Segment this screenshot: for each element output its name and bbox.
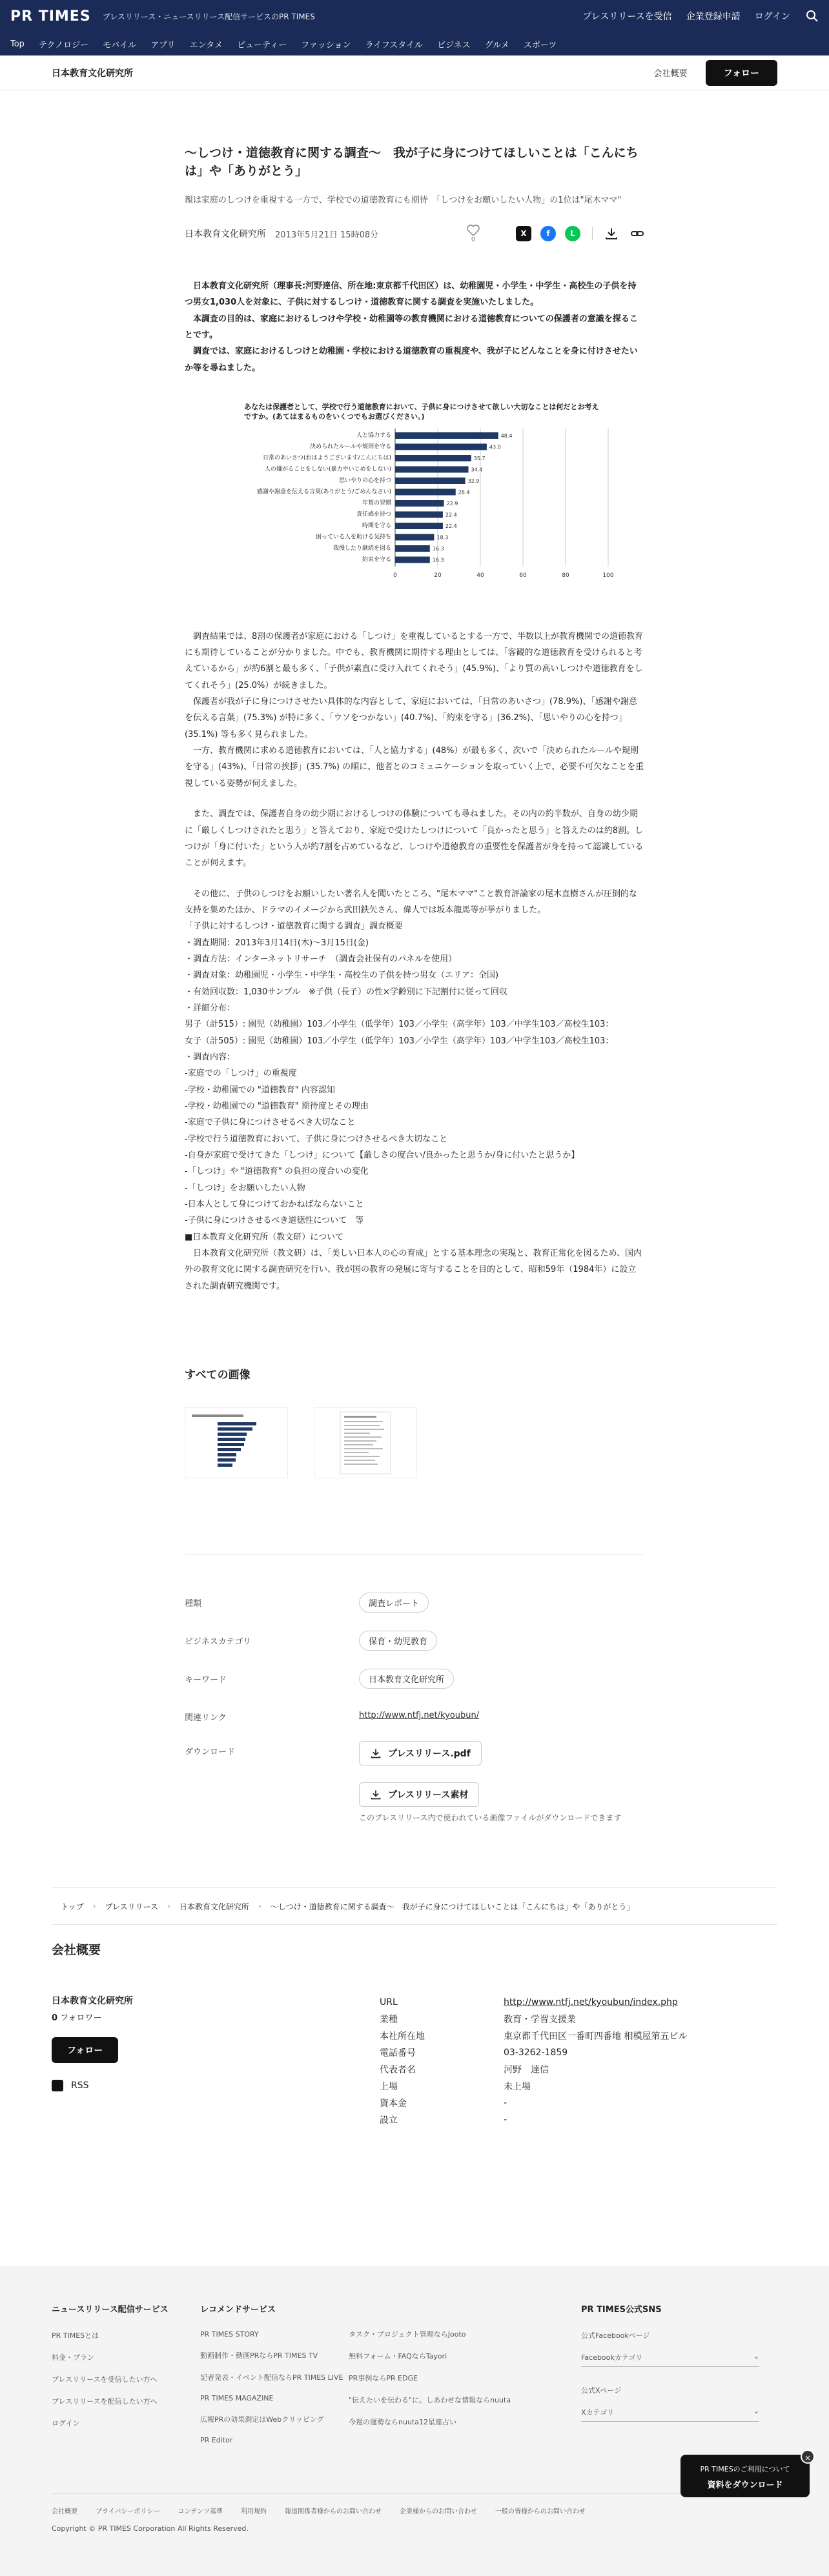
chart-tick-label: 100	[602, 572, 614, 579]
like-button[interactable]	[467, 225, 480, 243]
chart-bar	[395, 488, 456, 495]
nav-mobile[interactable]: モバイル	[103, 40, 137, 50]
footer-link[interactable]: 公式Facebookページ	[581, 2331, 650, 2340]
nav-beauty[interactable]: ビューティー	[237, 40, 287, 50]
download-icon[interactable]	[604, 226, 619, 241]
footer-bottom-links	[52, 2493, 777, 2515]
footer-link[interactable]: 公式Xページ	[581, 2386, 622, 2395]
nav-entertainment[interactable]: エンタメ	[189, 40, 223, 50]
detail-line: -「しつけ」や "道徳教育" の負担の度合いの変化	[185, 1167, 369, 1177]
chart-value-label: 22.9	[446, 500, 458, 507]
chart-value-label: 35.7	[473, 455, 486, 461]
company-follow-button[interactable]: フォロー	[52, 2037, 118, 2063]
article-meta	[185, 225, 644, 243]
body-paragraph: 保護者が我が子に身につけさせたい具体的な内容として、家庭においては、「日常のあいさつ」(78.9%)、「感謝や謝意を伝える言葉」(75.3%) が特に多く、「ウソをつかない」(40.7%)、「約束を守る」(36.2%)、「思いやりの心を持つ」(35.1%) 等も多く見られました。	[185, 697, 637, 740]
detail-line: -家庭での「しつけ」の重視度	[185, 1069, 297, 1079]
footer-link[interactable]: 広報PRの効果測定はWebクリッピング	[200, 2415, 324, 2424]
chart-bar	[395, 466, 469, 472]
footer-dropdown-label: Xカテゴリ	[581, 2408, 615, 2417]
follow-button[interactable]: フォロー	[706, 60, 777, 86]
survey-chart	[201, 402, 628, 612]
nav-business[interactable]: ビジネス	[437, 40, 471, 50]
search-icon[interactable]	[806, 10, 819, 23]
facebook-share-icon[interactable]: f	[540, 226, 556, 241]
company-info-value[interactable]: http://www.ntfj.net/kyoubun/index.php	[504, 1997, 678, 2008]
footer-link[interactable]: タスク・プロジェクト管理ならJooto	[349, 2330, 466, 2339]
company-info-row	[380, 2011, 687, 2028]
company-bar-name[interactable]: 日本教育文化研究所	[52, 68, 133, 79]
download-pdf-label: プレスリリース.pdf	[388, 1749, 471, 1760]
footer-column-distribution	[52, 2302, 200, 2456]
company-info-key: 代表者名	[380, 2065, 416, 2076]
chart-category-label: 決められたルールや規則を守る	[310, 443, 391, 450]
chart-value-label: 22.4	[445, 523, 457, 529]
lead-paragraph: 本調査の目的は、家庭におけるしつけや学校・幼稚園等の教育機関における道徳教育についての保護者の意識を探ることです。	[185, 314, 638, 340]
chart-title: あなたは保護者として、学校で行う道徳教育において、子供に身につけさせて欲しい大切なことは何だとお考えですか。(あてはまるものをいくつでもお選びください。)	[244, 402, 599, 421]
type-label: 種類	[185, 1599, 202, 1609]
detail-line: -日本人として身につけておかねばならないこと	[185, 1200, 364, 1210]
detail-line: ・調査内容：	[185, 1052, 236, 1062]
detail-line: ・有効回収数：1,030サンプル ※子供（長子）の性×学齢別に下記割付に従って回収	[185, 987, 507, 997]
lead-paragraph: 日本教育文化研究所（理事長:河野達信、所在地:東京都千代田区）は、幼稚園児・小学生・中学生・高校生の子供を持つ男女1,030人を対象に、子供に対するしつけ・道徳教育に関する調査を実施いたしました。	[185, 281, 637, 308]
site-tagline: プレスリリース・ニュースリリース配信サービスのPR TIMES	[102, 12, 315, 21]
chart-category-label: 責任感を持つ	[356, 511, 391, 518]
document-thumbnail[interactable]	[314, 1407, 417, 1478]
breadcrumb-company[interactable]: 日本教育文化研究所	[179, 1902, 249, 1911]
footer-link[interactable]: 動画制作・動画PRならPR TIMES TV	[200, 2351, 318, 2360]
company-info-row	[380, 2044, 687, 2061]
footer-bottom-link[interactable]: 企業様からのお問い合わせ	[400, 2508, 477, 2516]
site-footer	[0, 2266, 829, 2576]
chart-bar	[395, 455, 471, 461]
footer-dropdown[interactable]	[581, 2352, 759, 2367]
company-info-value: 03-3262-1859	[504, 2048, 568, 2058]
chart-tick-label: 40	[476, 572, 484, 579]
company-bar	[0, 55, 829, 90]
chart-bar	[395, 443, 487, 450]
detail-line: ・詳細分布：	[185, 1003, 236, 1013]
footer-bottom-link[interactable]: 報道関係者様からのお問い合わせ	[285, 2508, 382, 2516]
company-overview-link[interactable]: 会社概要	[653, 69, 688, 79]
chart-value-label: 43.0	[489, 444, 501, 450]
rss-icon	[52, 2080, 63, 2091]
chart-bar	[395, 432, 498, 439]
chart-category-label: 日常のあいさつ(おはようございます/こんにちは)	[262, 454, 391, 461]
nav-fashion[interactable]: ファッション	[301, 40, 351, 50]
chart-bar	[395, 523, 443, 529]
footer-bottom-link[interactable]: コンテンツ基準	[178, 2508, 223, 2516]
detail-line: -子供に身につけさせるべき道徳性について 等	[185, 1216, 364, 1226]
chart-value-label: 16.3	[432, 545, 444, 552]
company-overview	[0, 1940, 829, 2128]
footer-link[interactable]: "伝えたいを伝わる"に。しあわせな情報ならnuuta	[349, 2396, 511, 2405]
footer-link[interactable]: PR事例ならPR EDGE	[349, 2374, 418, 2383]
footer-heading: ニュースリリース配信サービス	[52, 2305, 169, 2315]
chart-value-label: 48.4	[500, 432, 513, 439]
company-section-title: 会社概要	[52, 1943, 101, 1958]
detail-line: -学校で行う道徳教育において、子供に身につけさせるべき大切なこと	[185, 1134, 448, 1144]
nav-lifestyle[interactable]: ライフスタイル	[365, 40, 424, 50]
detail-line: -自身が家庭で受けてきた「しつけ」について【厳しさの度合い/良かったと思うか/身に付いたと思うか】	[185, 1151, 580, 1161]
footer-link[interactable]: 記者発表・イベント配信ならPR TIMES LIVE	[200, 2373, 343, 2382]
breadcrumb: トップ › プレスリリース › 日本教育文化研究所 › ～しつけ・道徳教育に関する調査～ 我が子に身につけてほしいことは「こんにちは」や「ありがとう」	[52, 1887, 777, 1925]
footer-link[interactable]: PR Editor	[200, 2436, 233, 2445]
chart-category-label: 我慢したり継続を図る	[333, 545, 391, 552]
company-info-key: 電話番号	[380, 2048, 416, 2059]
chart-category-label: 約束を守る	[362, 556, 391, 563]
detail-line: -学校・幼稚園での "道徳教育" 期待度とその理由	[185, 1102, 369, 1112]
download-note: このプレスリリース内で使われている画像ファイルがダウンロードできます	[359, 1813, 622, 1823]
release-info	[185, 1593, 644, 1823]
footer-link[interactable]: 無料フォーム・FAQならTayori	[349, 2352, 447, 2361]
breadcrumb-press-release[interactable]: プレスリリース	[105, 1902, 159, 1911]
detail-line: -家庭で子供に身につけさせるべき大切なこと	[185, 1118, 356, 1128]
link-copy-icon[interactable]	[630, 226, 644, 241]
company-info-value: -	[504, 2098, 507, 2109]
footer-heading: レコメンドサービス	[200, 2305, 276, 2315]
chart-category-label: 年賀の習慣	[362, 499, 391, 507]
footer-column-services	[349, 2302, 581, 2456]
download-label: ダウンロード	[185, 1747, 236, 1758]
company-info-row	[380, 1994, 687, 2011]
keyword-tag[interactable]: 日本教育文化研究所	[359, 1669, 454, 1689]
chevron-down-icon: ⌄	[753, 2407, 759, 2416]
related-link[interactable]: http://www.ntfj.net/kyoubun/	[359, 1711, 480, 1721]
footer-link[interactable]: プレスリリースを配信したい方へ	[52, 2397, 158, 2406]
footer-column-recommend	[200, 2302, 349, 2456]
footer-bottom-link[interactable]: 会社概要	[52, 2508, 77, 2516]
body-paragraph: 一方、教育機関に求める道徳教育においては、「人と協力する」(48%）が最も多く、次いで「決められたルールや規則を守る」(43%)、「日常の挨拶」(35.7%) の順に、他者とのコミュニケーションを取っていく上で、必要不可欠なことを重視している姿勢が伺えました。	[185, 746, 644, 789]
company-info-value: 河野 達信	[504, 2065, 549, 2076]
keyword-label: キーワード	[185, 1675, 227, 1685]
floating-text: PR TIMESのご利用について	[700, 2465, 790, 2474]
x-share-icon[interactable]: X	[516, 226, 531, 241]
company-info-key: 上場	[380, 2082, 398, 2093]
close-icon[interactable]: ×	[801, 2450, 815, 2464]
floating-download-button[interactable]: 資料をダウンロード	[707, 2480, 783, 2491]
nav-app[interactable]: アプリ	[150, 40, 176, 50]
footer-column-sns	[581, 2302, 775, 2456]
article-date: 2013年5月21日 15時08分	[275, 230, 379, 240]
article-body	[185, 629, 644, 1294]
about-paragraph: 日本教育文化研究所（教文研）は、「美しい日本人の心の育成」とする基本理念の実現と、教育正常化を図るため、国内外の教育文化に関する調査研究を行い、我が国の教育の発展に寄与することを目的として、昭和59年（1984年）に設立された調査研究機関です。	[185, 1249, 642, 1291]
download-icon	[370, 1747, 382, 1759]
download-pdf-button[interactable]	[359, 1741, 482, 1766]
company-info-key: URL	[380, 1997, 398, 2008]
company-info-value: 教育・学習支援業	[504, 2015, 576, 2026]
breadcrumb-current: ～しつけ・道徳教育に関する調査～ 我が子に身につけてほしいことは「こんにちは」や「ありがとう」	[270, 1902, 635, 1911]
site-logo[interactable]: PR TIMES	[10, 8, 91, 25]
chart-thumbnail[interactable]	[185, 1407, 288, 1478]
chart-value-label: 32.9	[467, 478, 480, 484]
footer-link[interactable]: ログイン	[52, 2419, 80, 2428]
detail-line: 「子供に対するしつけ・道徳教育に関する調査」調査概要	[185, 921, 404, 932]
chart-bar	[395, 545, 430, 552]
nav-sports[interactable]: スポーツ	[523, 40, 557, 50]
company-info-row	[380, 2111, 687, 2128]
article-subtitle: 親は家庭のしつけを重視する一方で、学校での道徳教育にも期待 「しつけをお願いしたい人物」の1位は"尾木ママ"	[185, 196, 622, 206]
company-info-value: 未上場	[504, 2082, 531, 2093]
footer-link[interactable]: 今週の運勢ならnuuta12星座占い	[349, 2418, 456, 2427]
site-header	[0, 0, 829, 55]
detail-line: 女子（計505）: 園児（幼稚園）103／小学生（低学年）103／小学生（高学年）103／中学生103／高校生103：	[185, 1036, 614, 1046]
company-info-row	[380, 2061, 687, 2078]
footer-bottom-link[interactable]: 一般の皆様からのお問い合わせ	[495, 2508, 586, 2516]
related-link-label: 関連リンク	[185, 1713, 227, 1724]
like-count: 0	[471, 236, 476, 243]
body-paragraph: また、調査では、保護者自身の幼少期におけるしつけの体験についても尋ねました。その内の約半数が、自身の幼少期に「厳しくしつけされたと思う」と答えており、家庭で受けたしつけについて「良かったと思う」と答えたのは約8割。しつけが「身に付いた」という人が約7割を占めているなど、しつけや道徳教育の重要性を保護者が身を持って認識していることが伺えます。	[185, 809, 644, 869]
company-info-key: 設立	[380, 2115, 398, 2126]
nav-top[interactable]: Top	[10, 39, 25, 49]
login-link[interactable]: ログイン	[754, 12, 790, 22]
footer-link[interactable]: 料金・プラン	[52, 2353, 94, 2362]
chart-value-label: 34.4	[471, 467, 483, 473]
body-paragraph: その他に、子供のしつけをお願いしたい著名人を聞いたところ、"尾木ママ"こと教育評論家の尾木直樹さんが圧倒的な支持を集めたほか、ドラマのイメージから武田鉄矢さん、偉人では坂本龍馬等が挙がりました。	[185, 889, 637, 915]
chart-tick-label: 80	[562, 572, 569, 579]
chart-category-label: 感謝や謝意を伝える言葉(ありがとう/ごめんなさい)	[256, 488, 391, 496]
image-thumbnails	[185, 1407, 644, 1478]
footer-link[interactable]: PR TIMESとは	[52, 2331, 99, 2340]
line-share-icon[interactable]: L	[565, 226, 580, 241]
chart-bar	[395, 478, 466, 484]
company-info-key: 資本金	[380, 2098, 407, 2109]
footer-dropdown-label: Facebookカテゴリ	[581, 2353, 643, 2362]
company-register-link[interactable]: 企業登録申請	[686, 12, 741, 22]
chevron-down-icon: ⌄	[753, 2352, 759, 2361]
article-title: ～しつけ・道徳教育に関する調査～ 我が子に身につけてほしいことは「こんにちは」や「ありがとう」	[185, 146, 639, 178]
company-info-key: 本社所在地	[380, 2031, 425, 2042]
chart-category-label: 人と協力する	[356, 432, 391, 439]
nav-technology[interactable]: テクノロジー	[38, 40, 89, 50]
detail-line: ・調査期間：2013年3月14日(木)～3月15日(金)	[185, 938, 369, 948]
chart-tick-label: 20	[434, 572, 442, 579]
chart-bar	[395, 534, 434, 540]
floating-download-banner[interactable]	[681, 2455, 810, 2497]
footer-link[interactable]: プレスリリースを受信したい方へ	[52, 2375, 158, 2384]
business-category-label: ビジネスカテゴリ	[185, 1637, 252, 1647]
chart-tick-label: 0	[393, 572, 397, 579]
rss-link[interactable]: RSS	[52, 2080, 380, 2091]
chart-category-label: 困っている人を助ける気持ち	[315, 534, 391, 541]
receive-release-link[interactable]: プレスリリースを受信	[582, 12, 672, 22]
chart-bar	[395, 511, 443, 518]
chart-value-label: 22.4	[445, 512, 457, 518]
company-info-row	[380, 2028, 687, 2044]
chart-value-label: 28.4	[458, 489, 470, 496]
footer-bottom-link[interactable]: 利用規約	[241, 2508, 267, 2516]
survey-details	[185, 918, 644, 1245]
article-company-link[interactable]: 日本教育文化研究所	[185, 229, 266, 240]
company-info-value: 東京都千代田区一番町四番地 相模屋第五ビル	[504, 2031, 688, 2042]
footer-link[interactable]: PR TIMES MAGAZINE	[200, 2394, 274, 2403]
bar-chart	[201, 422, 628, 609]
article	[185, 90, 644, 1823]
heart-icon	[467, 225, 480, 236]
chart-bar	[395, 556, 430, 563]
chart-value-label: 16.3	[432, 557, 444, 563]
chart-tick-label: 60	[519, 572, 527, 579]
company-info-value: -	[504, 2115, 507, 2126]
download-material-label: プレスリリース素材	[388, 1790, 469, 1801]
body-paragraph: 調査結果では、8割の保護者が家庭における「しつけ」を重視しているとする一方で、半数以上が教育機関での道徳教育にも期待していることが分かりました。中でも、教育機関に期待する理由としては、「客観的な道徳教育を受けられると考えているから」が約6割と最も多く、「子供が素直に受け入れてくれそう」(45.9%)、「より質の高いしつけや道徳教育をしてくれそう」(25.0%）が続きました。	[185, 631, 644, 690]
chart-category-label: 思いやりの心を持つ	[338, 477, 391, 484]
chart-category-label: 時間を守る	[362, 522, 391, 529]
detail-line: ■日本教育文化研究所（教文研）について	[185, 1232, 344, 1242]
detail-line: ・調査方法：インターネットリサーチ （調査会社保有のパネルを使用）	[185, 954, 457, 964]
detail-line: ・調査対象：幼稚園児・小学生・中学生・高校生の子供を持つ男女（エリア：全国)	[185, 971, 499, 981]
nav-gourmet[interactable]: グルメ	[484, 40, 509, 50]
business-category-tag[interactable]: 保育・幼児教育	[359, 1631, 437, 1651]
company-info-row	[380, 2078, 687, 2095]
download-icon	[370, 1789, 382, 1800]
chart-category-label: 人の嫌がることをしない(暴力やいじめをしない)	[264, 466, 391, 473]
follower-count: 0 フォロワー	[52, 2013, 102, 2024]
chart-bar	[395, 500, 444, 507]
company-name[interactable]: 日本教育文化研究所	[52, 1996, 133, 2007]
footer-dropdown[interactable]	[581, 2407, 759, 2422]
copyright: Copyright © PR TIMES Corporation All Rights Reserved.	[52, 2524, 249, 2533]
chart-value-label: 18.3	[436, 534, 449, 541]
lead-paragraph: 調査では、家庭におけるしつけと幼稚園・学校における道徳教育の重視度や、我が子にどんなことを身に付けさせたいか等を尋ねました。	[185, 347, 638, 373]
share-divider	[592, 227, 593, 240]
detail-line: 男子（計515）: 園児（幼稚園）103／小学生（低学年）103／小学生（高学年）103／中学生103／高校生103：	[185, 1020, 614, 1030]
company-info-key: 業種	[380, 2015, 398, 2026]
type-tag[interactable]: 調査レポート	[359, 1593, 429, 1613]
detail-line: -「しつけ」をお願いしたい人物	[185, 1183, 305, 1193]
detail-line: -学校・幼稚園での "道徳教育" 内容認知	[185, 1085, 335, 1095]
footer-bottom-link[interactable]: プライバシーポリシー	[96, 2508, 160, 2516]
article-lead	[185, 278, 644, 376]
all-images-title: すべての画像	[185, 1369, 251, 1382]
company-info-table	[380, 1994, 687, 2128]
footer-link[interactable]: PR TIMES STORY	[200, 2330, 259, 2339]
category-nav	[0, 32, 829, 55]
download-material-button[interactable]	[359, 1782, 479, 1807]
breadcrumb-top[interactable]: トップ	[61, 1902, 84, 1911]
footer-heading: PR TIMES公式SNS	[581, 2305, 662, 2315]
company-info-row	[380, 2095, 687, 2111]
